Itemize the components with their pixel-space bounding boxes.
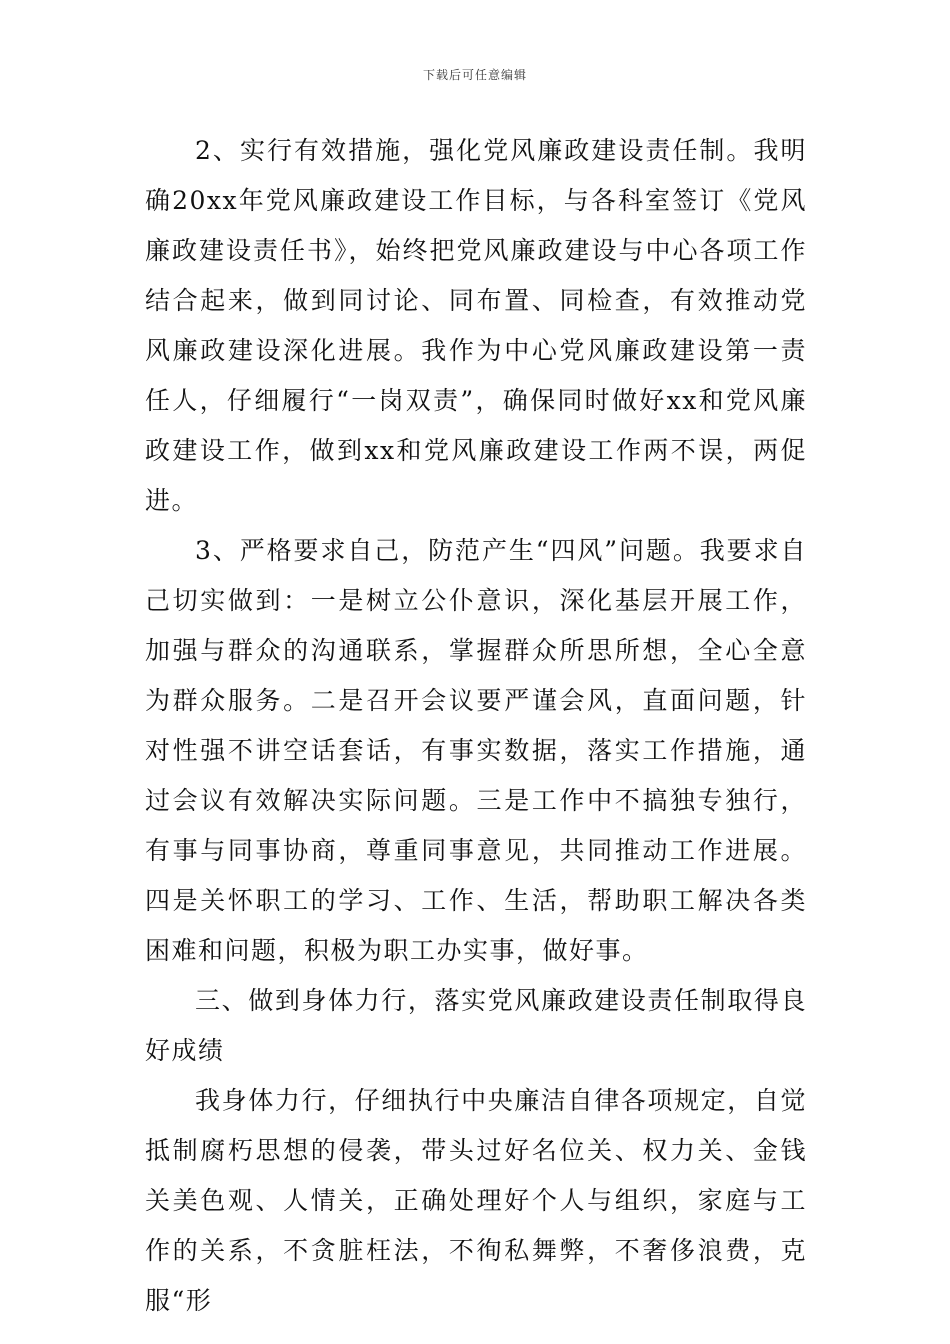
document-body [145,126,807,1326]
paragraph-four-winds: 3、严格要求自己，防范产生“四风”问题。我要求自己切实做到：一是树立公仆意识，深化基层开展工作，加强与群众的沟通联系，掌握群众所思所想，全心全意为群众服务。二是召开会议要严谨会风，直面问题，针对性强不讲空话套话，有事实数据，落实工作措施，通过会议有效解决实际问题。三是工作中不搞独专独行，有事与同事协商，尊重同事意见，共同推动工作进展。四是关怀职工的学习、工作、生活，帮助职工解决各类困难和问题，积极为职工办实事，做好事。 [145,536,807,965]
section-heading-three: 三、做到身体力行，落实党风廉政建设责任制取得良好成绩 [145,986,807,1065]
page-header: 下载后可任意编辑 [422,68,527,82]
paragraph-responsibility-system: 2、实行有效措施，强化党风廉政建设责任制。我明确20xx年党风廉政建设工作目标，与各科室签订《党风廉政建设责任书》，始终把党风廉政建设与中心各项工作结合起来，做到同讨论、同布置、同检查，有效推动党风廉政建设深化进展。我作为中心党风廉政建设第一责任人，仔细履行“一岗双责”，确保同时做好xx和党风廉政建设工作，做到xx和党风廉政建设工作两不误，两促进。 [145,136,807,515]
paragraph-self-discipline: 我身体力行，仔细执行中央廉洁自律各项规定，自觉抵制腐朽思想的侵袭，带头过好名位关、权力关、金钱关美色观、人情关，正确处理好个人与组织，家庭与工作的关系，不贪脏枉法，不徇私舞弊，不奢侈浪费，克服“形 [145,1086,807,1315]
